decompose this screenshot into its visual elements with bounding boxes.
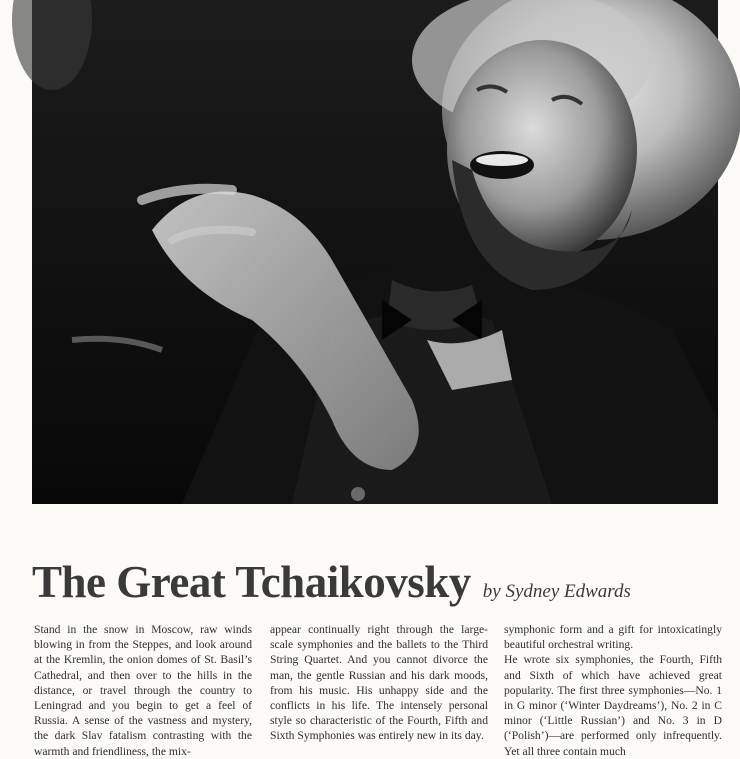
article-body	[34, 622, 722, 758]
article-column-2	[270, 622, 488, 744]
headline-row	[32, 556, 718, 612]
column-2-paragraph-1: appear continually right through the large-scale symphonies and the ballets to the Third String Quartet. And you cannot divorce the man, the gentle Russian and his dark moods, from his music. His unhappy side and the conflicts in his life. The intensely personal style so characteristic of the Fourth, Fifth and Sixth Symphonies was entirely new in its day.	[270, 623, 488, 743]
article-column-3	[504, 622, 722, 759]
conductor-photo	[32, 0, 718, 504]
article-column-1	[34, 622, 252, 759]
column-3-paragraph-1: symphonic form and a gift for intoxicatingly beautiful orchestral writing.	[504, 623, 722, 652]
column-3-paragraph-2: He wrote six symphonies, the Fourth, Fifth and Sixth of which have achieved great popularity. The first three symphonies—No. 1 in G minor (‘Winter Daydreams’), No. 2 in C minor (‘Little Russian’) and No. 3 in D (‘Polish’)—are performed only infrequently. Yet all three contain much	[504, 653, 722, 758]
article-title: The Great Tchaikovsky	[32, 557, 471, 607]
conductor-photo-graphic	[32, 0, 718, 504]
article-byline: by Sydney Edwards	[482, 581, 631, 602]
column-1-paragraph-1: Stand in the snow in Moscow, raw winds blowing in from the Steppes, and look around at the Kremlin, the onion domes of St. Basil’s Cathedral, and then over to the hills in the distance, or travel through the country to Leningrad and you begin to get a feel of Russia. A sense of the vastness and mystery, the dark Slav fatalism contrasting with the warmth and friendliness, the mix-	[34, 623, 252, 758]
